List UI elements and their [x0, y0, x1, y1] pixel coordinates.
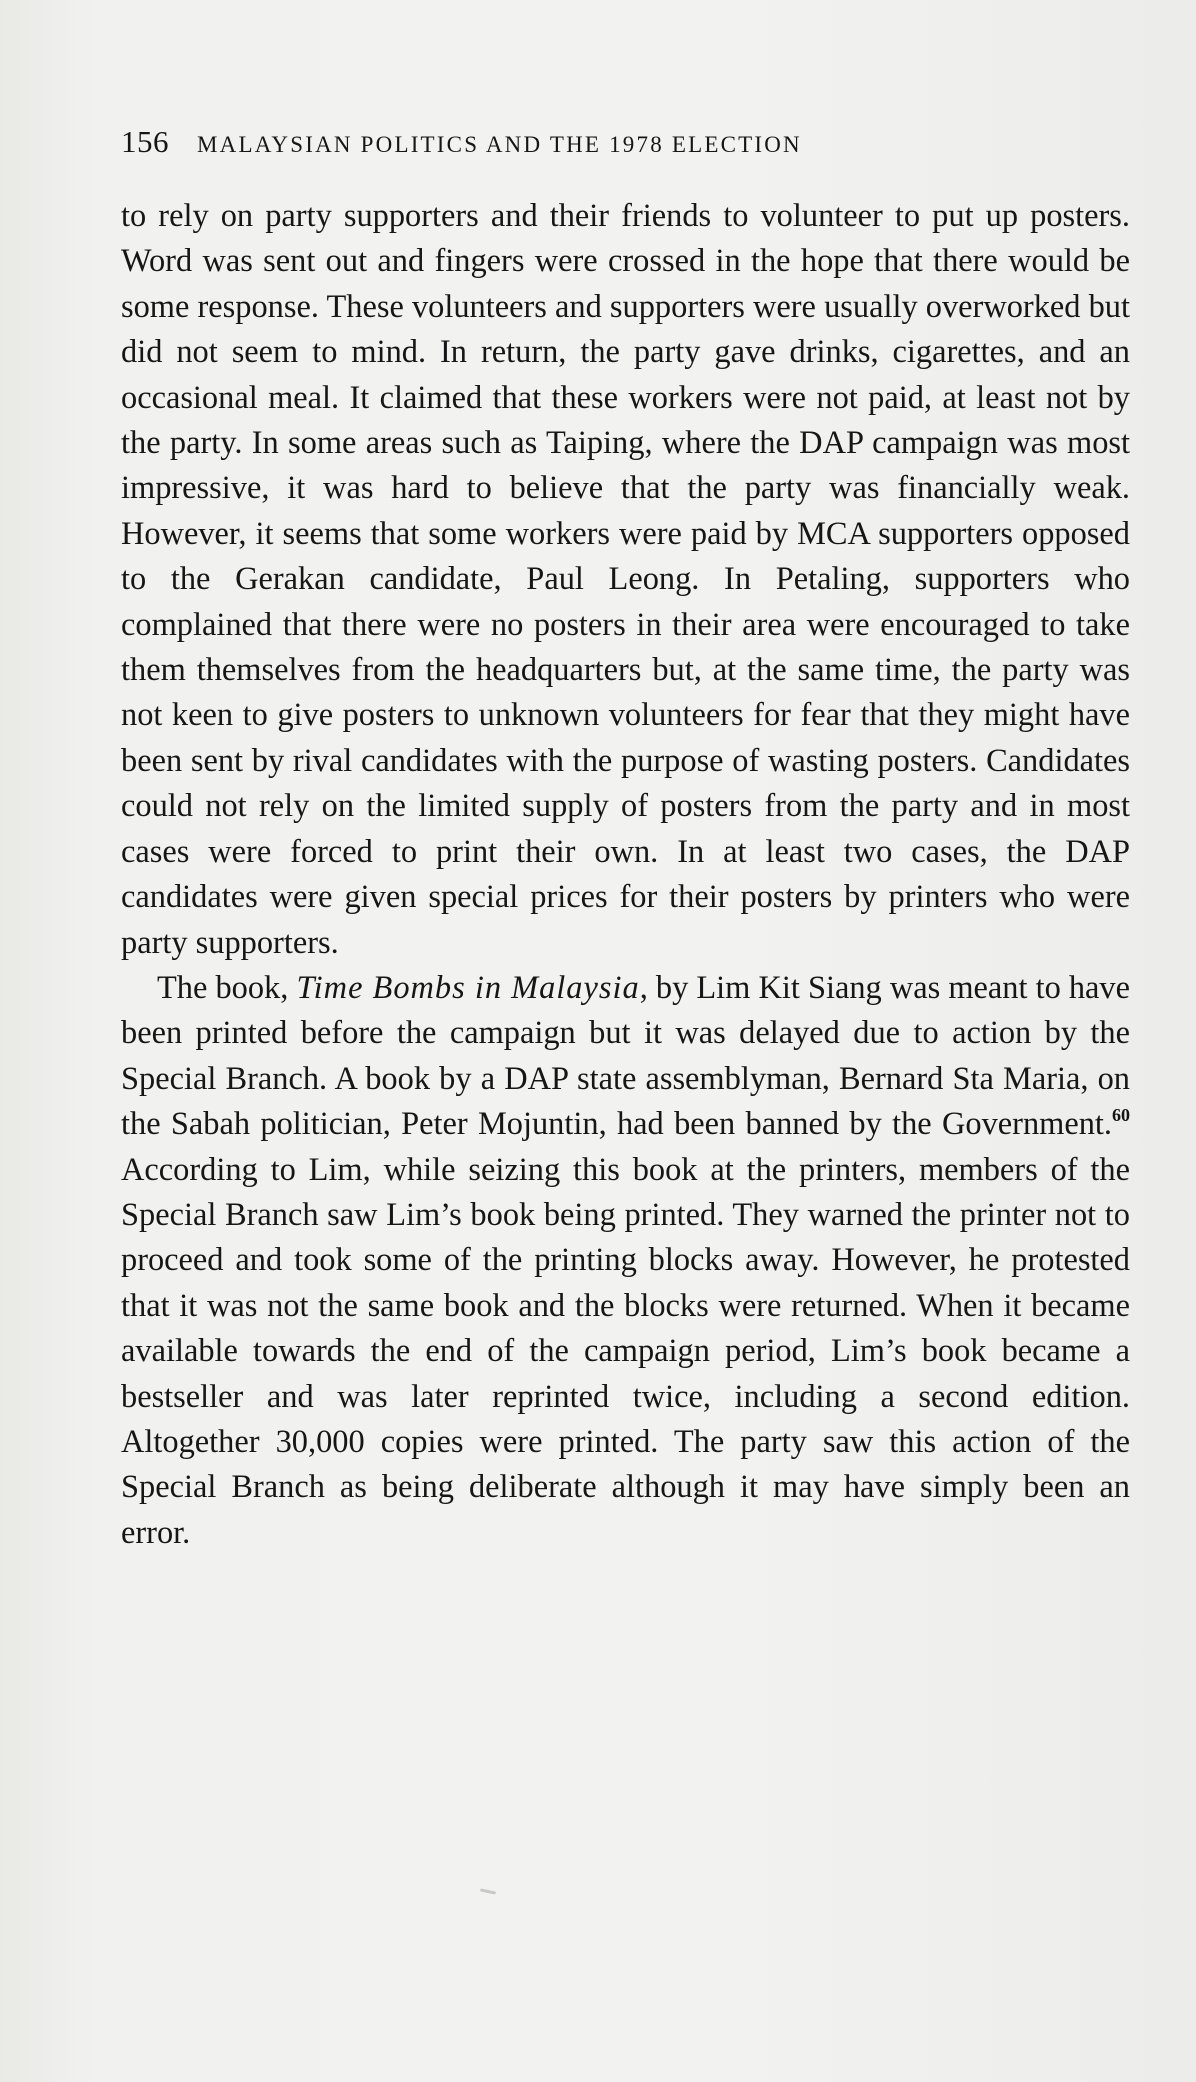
- paragraph-book-intro: The book,: [157, 969, 297, 1006]
- paragraph-book-part1: , by Lim Kit Siang was meant to have been printed before the campaign but it was delayed due to action by the Special Branch. A book by a DAP state assemblyman, Bernard Sta Maria, on the Sabah politician, Peter Mojuntin, had been banned by the Government.: [121, 969, 1131, 1143]
- footnote-ref: 60: [1112, 1105, 1130, 1126]
- page-number: 156: [121, 124, 169, 159]
- page-header: [121, 124, 1111, 164]
- running-head: MALAYSIAN POLITICS AND THE 1978 ELECTION: [197, 132, 802, 157]
- book-title: Time Bombs in Malaysia: [296, 969, 640, 1006]
- paragraph-posters: to rely on party supporters and their friends to volunteer to put up posters. Word was sent out and fingers were crossed in the hope that there would be some response. These volunteers and supporters were usually overworked but did not seem to mind. In return, the party gave drinks, cigarettes, and an occasional meal. It claimed that these workers were not paid, at least not by the party. In some areas such as Taiping, where the DAP campaign was most impressive, it was hard to believe that the party was financially weak. However, it seems that some workers were paid by MCA supporters opposed to the Gerakan candidate, Paul Leong. In Petaling, supporters who complained that there were no posters in their area were encouraged to take them themselves from the headquarters but, at the same time, the party was not keen to give posters to unknown volunteers for fear that they might have been sent by rival candidates with the purpose of wasting posters. Candidates could not rely on the limited supply of posters from the party and in most cases were forced to print their own. In at least two cases, the DAP candidates were given special prices for their posters by printers who were party supporters.: [121, 198, 1130, 961]
- paper-speck: [480, 1888, 496, 1894]
- paragraph-book-part2: According to Lim, while seizing this book at the printers, members of the Special Branch saw Lim’s book being printed. They warned the printer not to proceed and took some of the printing blocks away. However, he protested that it was not the same book and the blocks were returned. When it became available towards the end of the campaign period, Lim’s book became a bestseller and was later reprinted twice, including a second edition. Altogether 30,000 copies were printed. The party saw this action of the Special Branch as being deliberate although it may have simply been an error.: [121, 1151, 1130, 1551]
- paragraph-book: [121, 966, 1130, 1556]
- body-text: [121, 194, 1130, 1556]
